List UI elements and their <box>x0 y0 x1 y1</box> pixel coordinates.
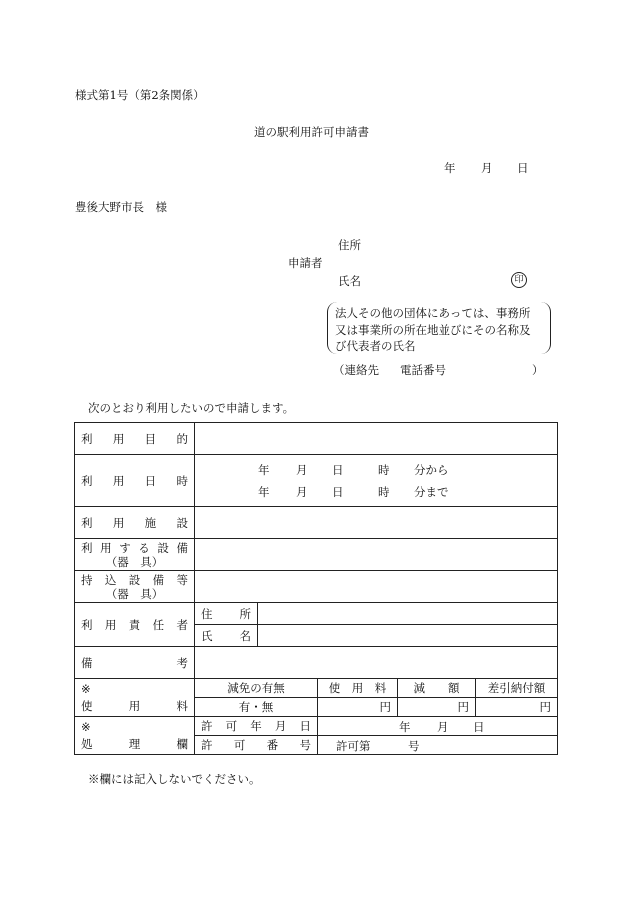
note-line: 法人その他の団体にあっては、事務所 <box>335 306 531 320</box>
proc-label-cell <box>75 717 195 755</box>
facility-row <box>75 507 558 539</box>
fee-header-net: 差引納付額 <box>476 679 558 698</box>
purpose-field[interactable] <box>195 423 558 455</box>
bring-label-1: 持込設備等 <box>81 572 188 587</box>
dt-day-2: 日 <box>332 484 344 499</box>
dt-hour-2: 時 <box>378 484 390 499</box>
permit-number-label: 許 可 番 号 <box>195 736 318 755</box>
intro-text: 次のとおり利用したいので申請します。 <box>88 401 295 415</box>
manager-address-field[interactable] <box>258 603 558 625</box>
equipment-field[interactable] <box>195 539 558 571</box>
equipment-row <box>75 539 558 571</box>
seal-mark: 印 <box>511 272 527 288</box>
manager-address-label: 住 所 <box>195 603 258 625</box>
fee-amount-field[interactable]: 円 <box>318 698 398 717</box>
fee-header-exempt: 減免の有無 <box>195 679 318 698</box>
equipment-label <box>75 539 195 571</box>
proc-label: 処 理 欄 <box>81 736 188 751</box>
note-line: 又は事業所の所在地並びにその名称及 <box>335 322 531 337</box>
permit-day: 日 <box>473 719 485 734</box>
applicant-label: 申請者 <box>288 256 323 270</box>
remarks-label: 備 考 <box>75 647 195 679</box>
permit-date-field[interactable] <box>318 717 558 736</box>
manager-label: 利用責任者 <box>75 603 195 647</box>
contact-label: （連絡先 <box>333 363 379 377</box>
equipment-label-1: 利用する設備 <box>81 540 188 555</box>
phone-label: 電話番号 <box>400 363 446 377</box>
application-table <box>74 422 558 755</box>
footnote: ※欄には記入しないでください。 <box>88 772 261 786</box>
date-day: 日 <box>517 161 529 175</box>
remarks-row <box>75 647 558 679</box>
fee-mark: ※ <box>81 681 91 696</box>
bring-row <box>75 571 558 603</box>
permit-no-prefix: 許可第 <box>336 738 371 753</box>
applicant-note <box>335 305 531 355</box>
bring-label-2: （器 具） <box>105 586 164 601</box>
manager-name-field[interactable] <box>258 625 558 647</box>
dt-month-2: 月 <box>296 484 308 499</box>
permit-date-row <box>75 717 558 736</box>
contact-close: ） <box>532 363 544 377</box>
facility-label: 利 用 施 設 <box>75 507 195 539</box>
applicant-name-label: 氏名 <box>338 274 361 288</box>
fee-header-row <box>75 679 558 698</box>
purpose-row <box>75 423 558 455</box>
equipment-label-2: （器 具） <box>105 554 164 569</box>
dt-year-1: 年 <box>258 462 270 477</box>
dt-day-1: 日 <box>332 462 344 477</box>
fee-header-reduction: 減 額 <box>398 679 476 698</box>
datetime-row <box>75 455 558 507</box>
datetime-label: 利 用 日 時 <box>75 455 195 507</box>
dt-to: 分まで <box>414 484 449 499</box>
fee-label: 使 用 料 <box>81 698 188 713</box>
form-number: 様式第1号（第2条関係） <box>75 88 205 102</box>
bring-field[interactable] <box>195 571 558 603</box>
permit-date-label: 許 可 年 月 日 <box>195 717 318 736</box>
remarks-field[interactable] <box>195 647 558 679</box>
fee-reduction-field[interactable]: 円 <box>398 698 476 717</box>
page-title: 道の駅利用許可申請書 <box>254 125 369 139</box>
dt-from: 分から <box>414 462 449 477</box>
manager-name-label: 氏 名 <box>195 625 258 647</box>
datetime-field[interactable] <box>195 455 558 507</box>
permit-year: 年 <box>399 719 411 734</box>
fee-label-cell <box>75 679 195 717</box>
fee-net-field[interactable]: 円 <box>476 698 558 717</box>
facility-field[interactable] <box>195 507 558 539</box>
bring-label <box>75 571 195 603</box>
permit-month: 月 <box>437 719 449 734</box>
fee-exempt-value[interactable]: 有・無 <box>195 698 318 717</box>
applicant-address-label: 住所 <box>338 238 361 252</box>
purpose-label: 利 用 目 的 <box>75 423 195 455</box>
dt-month-1: 月 <box>296 462 308 477</box>
date-year: 年 <box>444 161 456 175</box>
fee-header-amount: 使 用 料 <box>318 679 398 698</box>
permit-number-field[interactable] <box>318 736 558 755</box>
addressee: 豊後大野市長 様 <box>75 200 167 214</box>
permit-no-suffix: 号 <box>408 738 420 753</box>
date-month: 月 <box>481 161 493 175</box>
manager-address-row <box>75 603 558 625</box>
dt-year-2: 年 <box>258 484 270 499</box>
note-line: び代表者の氏名 <box>335 339 416 353</box>
dt-hour-1: 時 <box>378 462 390 477</box>
proc-mark: ※ <box>81 719 91 734</box>
